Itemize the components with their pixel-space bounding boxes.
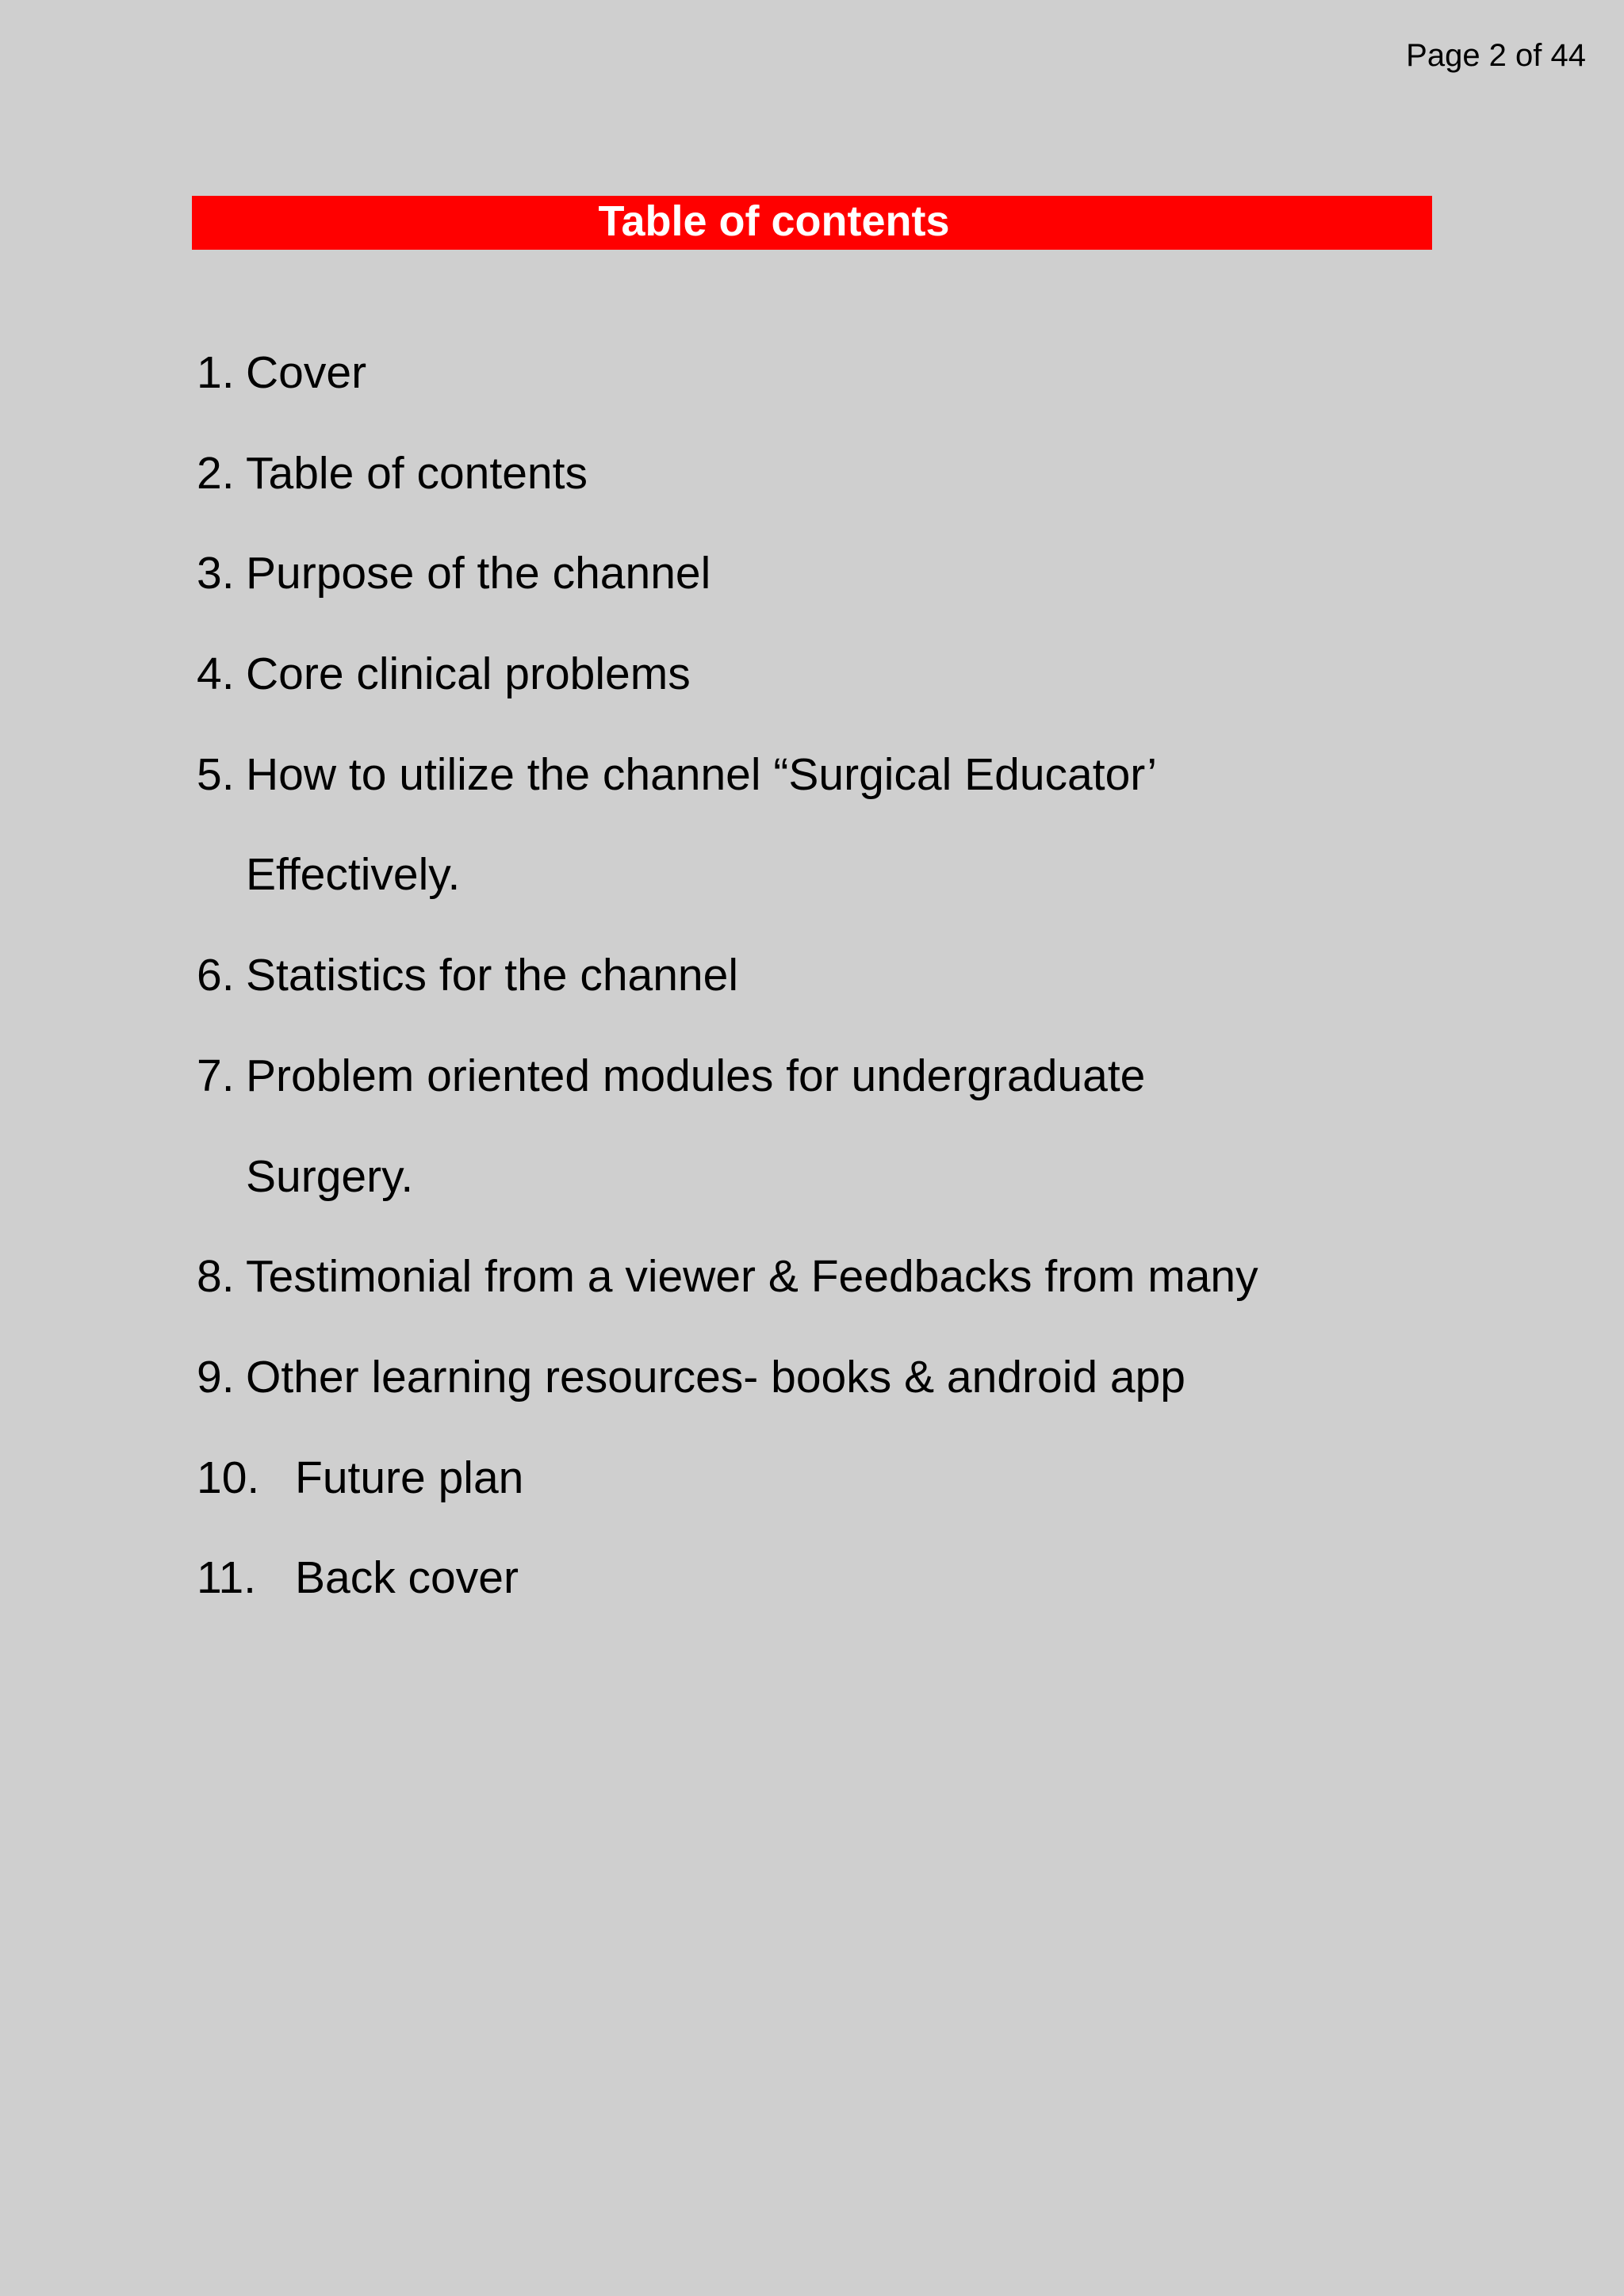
page-number: Page 2 of 44 bbox=[1406, 38, 1586, 73]
toc-item-label: Effectively. bbox=[246, 849, 461, 901]
toc-item-table-of-contents bbox=[197, 442, 1465, 542]
toc-item-label: Surgery. bbox=[246, 1150, 414, 1202]
page-title: Table of contents bbox=[598, 197, 950, 245]
toc-item-label: Other learning resources- books & android app bbox=[246, 1351, 1186, 1402]
toc-item-number: 9. bbox=[197, 1351, 235, 1402]
toc-item-future-plan bbox=[197, 1446, 1465, 1547]
toc-item-label: Testimonial from a viewer & Feedbacks from many bbox=[246, 1251, 1258, 1303]
toc-item-number: 11. bbox=[197, 1552, 257, 1604]
toc-item-how-to-utilize-continued bbox=[197, 843, 1465, 943]
toc-item-number: 6. bbox=[197, 950, 235, 1001]
toc-item-label: Cover bbox=[246, 347, 367, 398]
toc-item-label: Back cover bbox=[295, 1552, 519, 1604]
toc-item-back-cover bbox=[197, 1546, 1465, 1647]
toc-item-label: Statistics for the channel bbox=[246, 950, 738, 1001]
toc-item-learning-resources bbox=[197, 1345, 1465, 1446]
toc-item-label: How to utilize the channel “Surgical Educator’ bbox=[246, 748, 1158, 800]
toc-item-label: Problem oriented modules for undergraduate bbox=[246, 1050, 1146, 1101]
toc-item-label: Future plan bbox=[295, 1452, 524, 1503]
toc-item-number: 4. bbox=[197, 649, 235, 700]
toc-item-label: Table of contents bbox=[246, 447, 588, 499]
toc-item-statistics bbox=[197, 943, 1465, 1044]
toc-item-number: 5. bbox=[197, 748, 235, 800]
toc-item-how-to-utilize bbox=[197, 743, 1465, 844]
toc-item-testimonial bbox=[197, 1245, 1465, 1345]
toc-item-label: Core clinical problems bbox=[246, 649, 691, 700]
toc-item-number: 8. bbox=[197, 1251, 235, 1303]
toc-header-bar bbox=[192, 196, 1432, 250]
toc-item-cover bbox=[197, 341, 1465, 442]
toc-item-label: Purpose of the channel bbox=[246, 548, 711, 599]
toc-item-number: 2. bbox=[197, 447, 235, 499]
toc-item-number: 1. bbox=[197, 347, 235, 398]
toc-list bbox=[197, 341, 1465, 1647]
toc-item-purpose bbox=[197, 541, 1465, 642]
toc-item-modules bbox=[197, 1044, 1465, 1145]
toc-item-core-problems bbox=[197, 642, 1465, 743]
toc-item-number: 7. bbox=[197, 1050, 235, 1101]
toc-item-modules-continued bbox=[197, 1145, 1465, 1246]
toc-item-number: 10. bbox=[197, 1452, 260, 1503]
toc-item-number: 3. bbox=[197, 548, 235, 599]
